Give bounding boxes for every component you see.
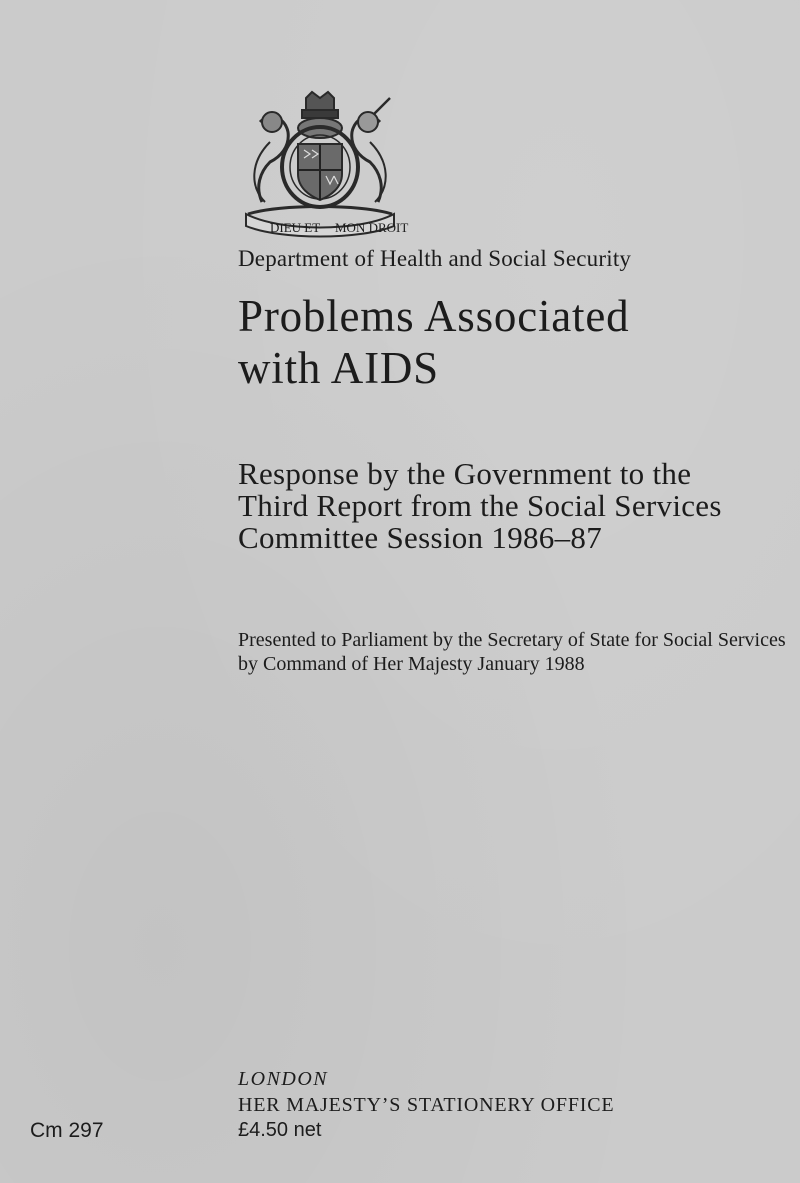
presentation-statement bbox=[238, 628, 786, 676]
department-name: Department of Health and Social Security bbox=[238, 246, 632, 271]
price: £4.50 net bbox=[238, 1119, 322, 1141]
publisher-city: LONDON bbox=[238, 1068, 329, 1090]
document-title-line-2: with AIDS bbox=[238, 343, 439, 393]
document-subtitle-line-3: Committee Session 1986–87 bbox=[238, 520, 602, 555]
command-number: Cm 297 bbox=[30, 1119, 104, 1142]
document-subtitle-line-1: Response by the Government to the bbox=[238, 456, 692, 491]
presentation-statement-line-1: Presented to Parliament by the Secretary of State for Social Services bbox=[238, 629, 786, 651]
document-subtitle bbox=[238, 458, 722, 554]
royal-coat-of-arms-icon bbox=[240, 92, 409, 237]
document-subtitle-line-2: Third Report from the Social Services bbox=[238, 488, 722, 523]
publisher-name: HER MAJESTY’S STATIONERY OFFICE bbox=[238, 1094, 615, 1116]
crest-motto-right: MON DROIT bbox=[335, 220, 409, 235]
crest-motto-left: DIEU ET bbox=[270, 220, 321, 235]
presentation-statement-line-2: by Command of Her Majesty January 1988 bbox=[238, 653, 585, 675]
document-title-line-1: Problems Associated bbox=[238, 291, 630, 341]
document-title bbox=[238, 290, 629, 394]
